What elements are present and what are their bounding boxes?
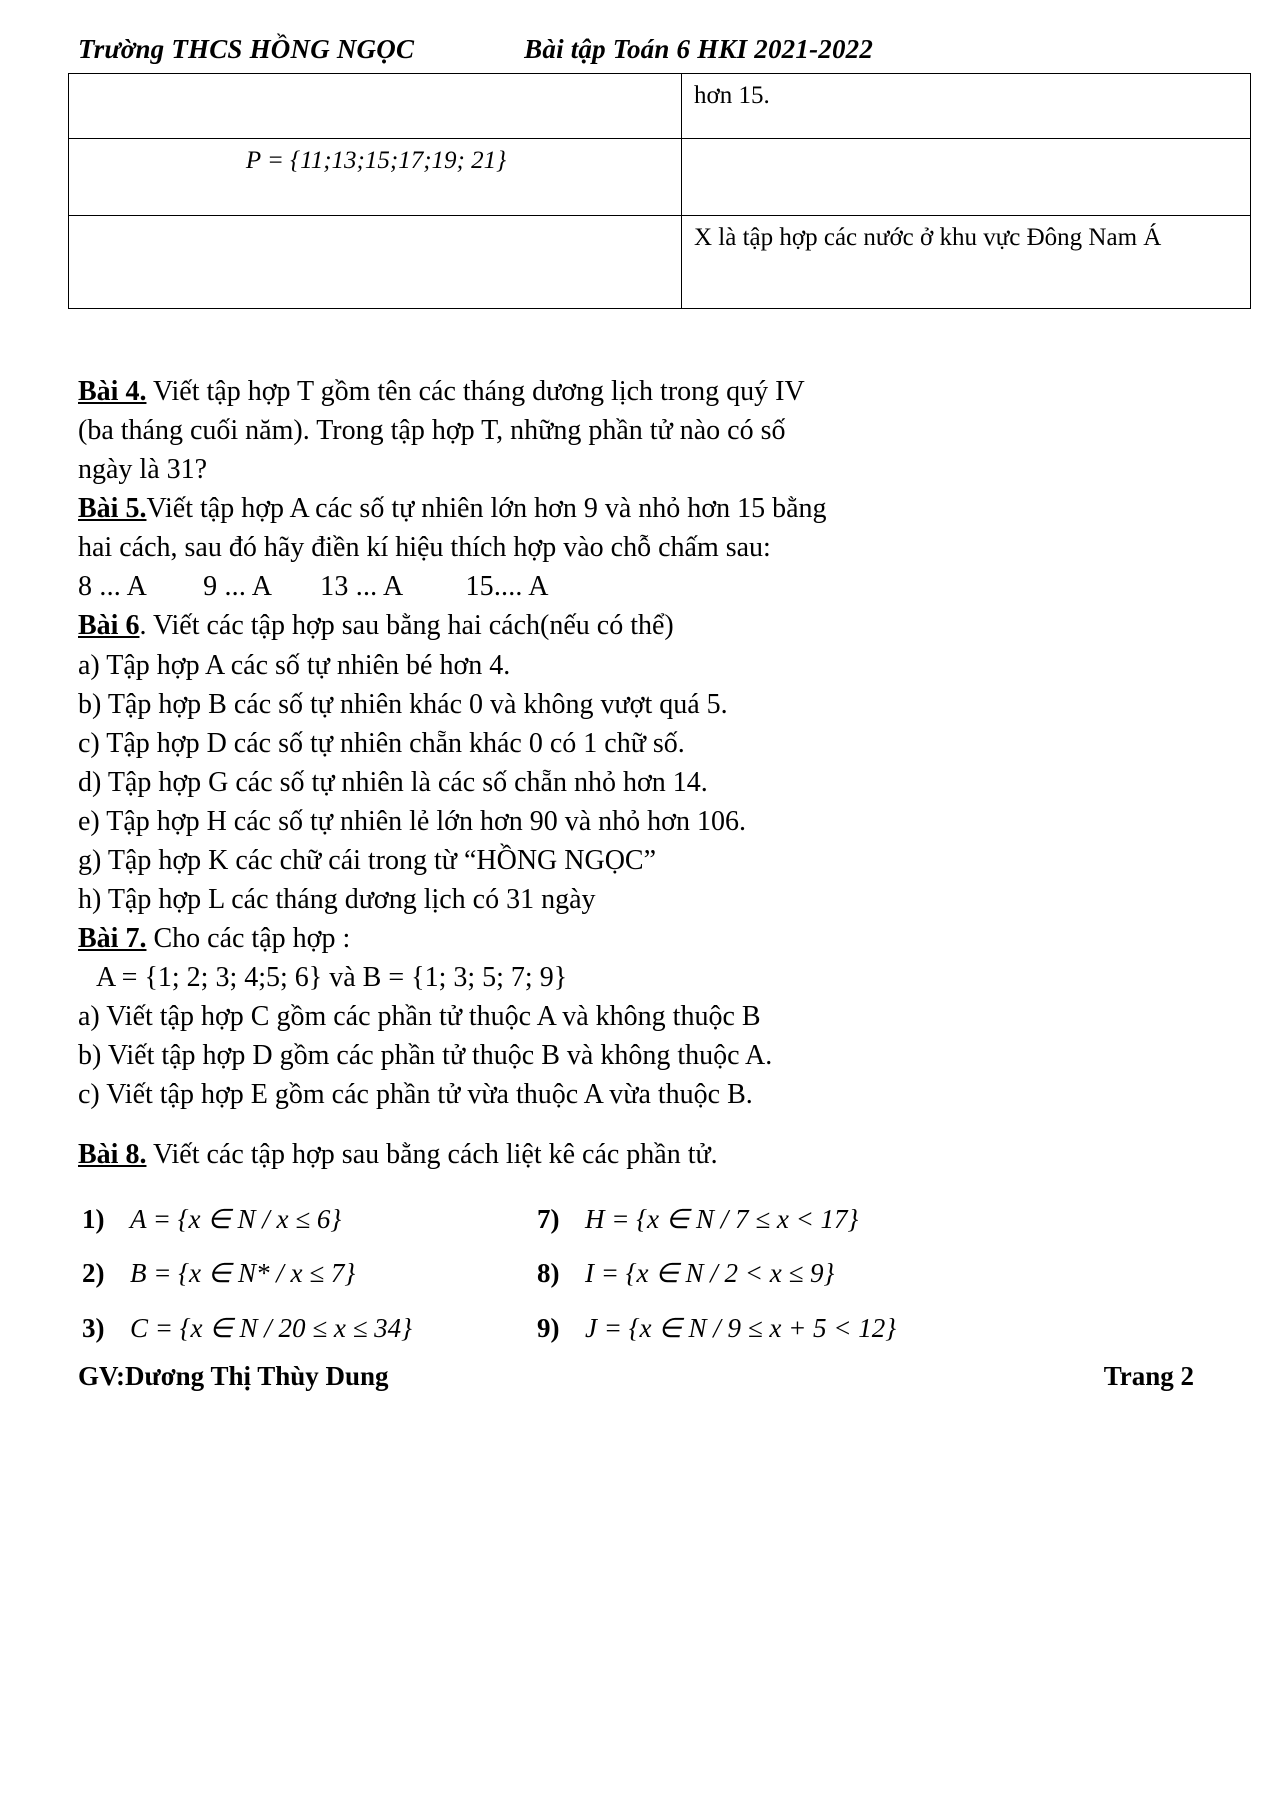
exercise-5-text-1: Viết tập hợp A các số tự nhiên lớn hơn 9 và nhỏ hơn 15 bằng	[146, 493, 827, 525]
document-title: Bài tập Toán 6 HKI 2021-2022	[524, 34, 874, 64]
exercise-body	[0, 373, 1272, 1347]
equation-7-number: 7)	[537, 1203, 560, 1234]
page-footer	[0, 1361, 1272, 1392]
fill-in-3: 13 ... A	[320, 571, 404, 603]
exercise-6-item-h: h) Tập hợp L các tháng dương lịch có 31 ngày	[78, 884, 596, 916]
equation-3-body: C = {x ∈ N / 20 ≤ x ≤ 34}	[130, 1313, 412, 1343]
exercise-7-text-1: Cho các tập hợp :	[153, 923, 351, 955]
exercise-6-item-a: a) Tập hợp A các số tự nhiên bé hơn 4.	[78, 649, 511, 681]
table-row	[69, 216, 1251, 309]
fill-in-2: 9 ... A	[203, 571, 273, 603]
table-row	[69, 74, 1251, 139]
table-cell-right: hơn 15.	[682, 74, 1251, 139]
equation-grid	[78, 1201, 1204, 1347]
exercise-6-item-b: b) Tập hợp B các số tự nhiên khác 0 và không vượt quá 5.	[78, 688, 728, 720]
exercise-8-label: Bài 8.	[78, 1139, 147, 1171]
school-name: Trường THCS HỒNG NGỌC	[78, 34, 415, 64]
equation-8-body: I = {x ∈ N / 2 < x ≤ 9}	[585, 1258, 835, 1289]
equation-3-number: 3)	[82, 1313, 105, 1343]
equation-2-number: 2)	[82, 1258, 105, 1289]
equation-7	[537, 1201, 1204, 1238]
page-header	[0, 0, 1272, 65]
table-cell-set-p: P = {11;13;15;17;19; 21}	[69, 139, 682, 216]
table-cell-set-x: X là tập hợp các nước ở khu vực Đông Nam Á	[682, 216, 1251, 309]
equation-2	[82, 1255, 537, 1292]
exercise-5-line-1	[78, 490, 1204, 528]
equation-9	[537, 1310, 1204, 1347]
exercise-6-line-1	[78, 607, 1204, 645]
exercise-4-text-1: Viết tập hợp T gồm tên các tháng dương lịch trong quý IV	[152, 376, 805, 407]
fill-in-1: 8 ... A	[78, 571, 148, 603]
page-number: Trang 2	[1103, 1361, 1194, 1391]
table-cell-right	[682, 139, 1251, 216]
exercise-5-line-2: hai cách, sau đó hãy điền kí hiệu thích hợp vào chỗ chấm sau:	[78, 532, 771, 564]
equation-9-body: J = {x ∈ N / 9 ≤ x + 5 < 12}	[585, 1313, 897, 1343]
exercise-7-label: Bài 7.	[78, 923, 147, 955]
exercise-4-line-3: ngày là 31?	[78, 454, 208, 486]
equation-8-number: 8)	[537, 1258, 560, 1289]
exercise-7-item-c: c) Viết tập hợp E gồm các phần tử vừa thuộc A vừa thuộc B.	[78, 1079, 753, 1111]
teacher-name: GV:Dương Thị Thùy Dung	[78, 1361, 389, 1391]
equation-7-body: H = {x ∈ N / 7 ≤ x < 17}	[585, 1203, 859, 1234]
table-cell-left	[69, 216, 682, 309]
equation-1-number: 1)	[82, 1203, 105, 1234]
exercise-6-text-1: . Viết các tập hợp sau bằng hai cách(nếu có thể)	[139, 610, 674, 642]
equation-9-number: 9)	[537, 1313, 560, 1343]
fill-in-4: 15.... A	[465, 571, 549, 603]
exercise-7-line-1	[78, 920, 1204, 958]
exercise-4-line-1	[78, 373, 1204, 411]
exercise-6-label: Bài 6	[78, 610, 140, 642]
equation-1	[82, 1201, 537, 1238]
exercise-4-label: Bài 4.	[78, 376, 147, 407]
exercise-6-item-g: g) Tập hợp K các chữ cái trong từ “HỒNG NGỌC”	[78, 844, 657, 876]
exercise-6-item-e: e) Tập hợp H các số tự nhiên lẻ lớn hơn 90 và nhỏ hơn 106.	[78, 805, 746, 837]
exercise-6-item-c: c) Tập hợp D các số tự nhiên chẵn khác 0 có 1 chữ số.	[78, 727, 685, 759]
exercise-5-label: Bài 5.	[78, 493, 147, 525]
exercise-8-line-1	[78, 1136, 1204, 1174]
equation-2-body: B = {x ∈ N* / x ≤ 7}	[130, 1258, 356, 1289]
equation-8	[537, 1255, 1204, 1292]
exercise-7-item-a: a) Viết tập hợp C gồm các phần tử thuộc A và không thuộc B	[78, 1001, 761, 1033]
exercise-8-text-1: Viết các tập hợp sau bằng cách liệt kê các phần tử.	[152, 1139, 718, 1171]
equation-1-body: A = {x ∈ N / x ≤ 6}	[130, 1203, 342, 1234]
exercise-4-line-2: (ba tháng cuối năm). Trong tập hợp T, những phần tử nào có số	[78, 415, 786, 447]
exercise-6-item-d: d) Tập hợp G các số tự nhiên là các số chẵn nhỏ hơn 14.	[78, 766, 708, 798]
exercise-7-item-b: b) Viết tập hợp D gồm các phần tử thuộc B và không thuộc A.	[78, 1040, 773, 1072]
table-cell-left	[69, 74, 682, 139]
equation-3	[82, 1310, 537, 1347]
exercise-7-sets: A = {1; 2; 3; 4;5; 6} và B = {1; 3; 5; 7; 9}	[96, 962, 568, 994]
exercise-5-fillins	[78, 568, 1204, 606]
table-row	[69, 139, 1251, 216]
set-table	[68, 73, 1251, 309]
